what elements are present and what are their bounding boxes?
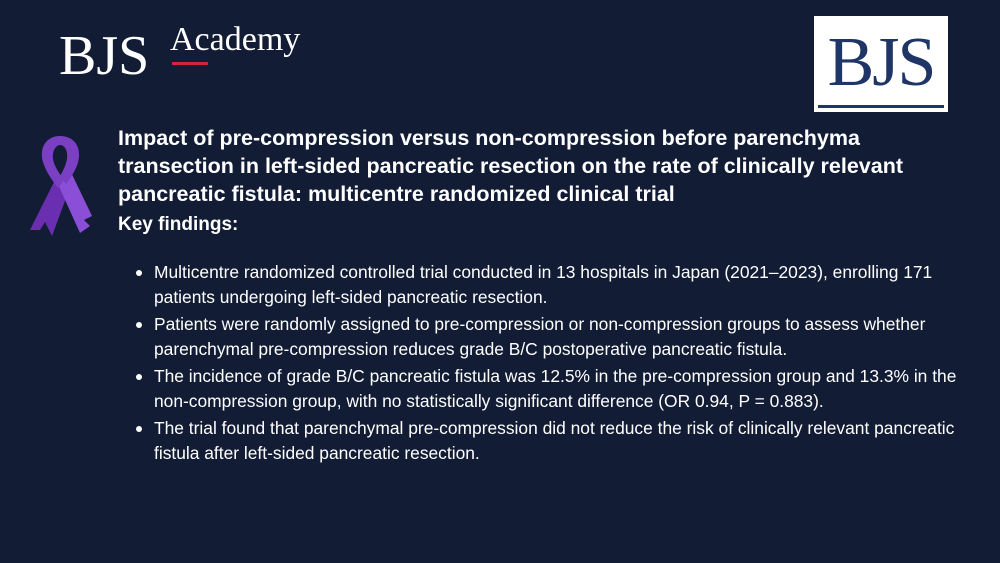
finding-item: [118, 312, 968, 362]
bjs-journal-logo: [814, 16, 948, 112]
finding-text: The trial found that parenchymal pre-compression did not reduce the risk of clinically relevant pancreatic fistula after left-sided pancreatic resection.: [154, 418, 955, 463]
finding-text: Patients were randomly assigned to pre-compression or non-compression groups to assess whether parenchymal pre-compression reduces grade B/C postoperative pancreatic fistula.: [154, 314, 926, 359]
bjs-academy-logo: [59, 18, 319, 94]
brand-secondary-text: Academy: [170, 21, 301, 58]
key-findings-heading: Key findings:: [118, 214, 239, 235]
finding-item: [118, 416, 968, 466]
bullet-icon: [136, 426, 142, 432]
journal-logo-frame: [818, 20, 944, 108]
brand-accent-line: [172, 62, 208, 65]
article-title: Impact of pre-compression versus non-compression before parenchyma transection in left-sided pancreatic resection on the rate of clinically relevant pancreatic fistula: multicentre randomized clinical trial: [118, 126, 903, 206]
key-findings-list: [118, 260, 968, 466]
article-summary: [118, 124, 968, 468]
bullet-icon: [136, 374, 142, 380]
brand-primary-text: BJS: [59, 25, 150, 87]
journal-logo-text: BJS: [827, 23, 935, 101]
bullet-icon: [136, 322, 142, 328]
bullet-icon: [136, 270, 142, 276]
awareness-ribbon-icon: [24, 132, 94, 242]
finding-item: [118, 260, 968, 310]
finding-item: [118, 364, 968, 414]
finding-text: Multicentre randomized controlled trial conducted in 13 hospitals in Japan (2021–2023), enrolling 171 patients undergoing left-sided pancreatic resection.: [154, 262, 933, 307]
finding-text: The incidence of grade B/C pancreatic fistula was 12.5% in the pre-compression group and 13.3% in the non-compression group, with no statistically significant difference (OR 0.94, P = 0.883).: [154, 366, 957, 411]
